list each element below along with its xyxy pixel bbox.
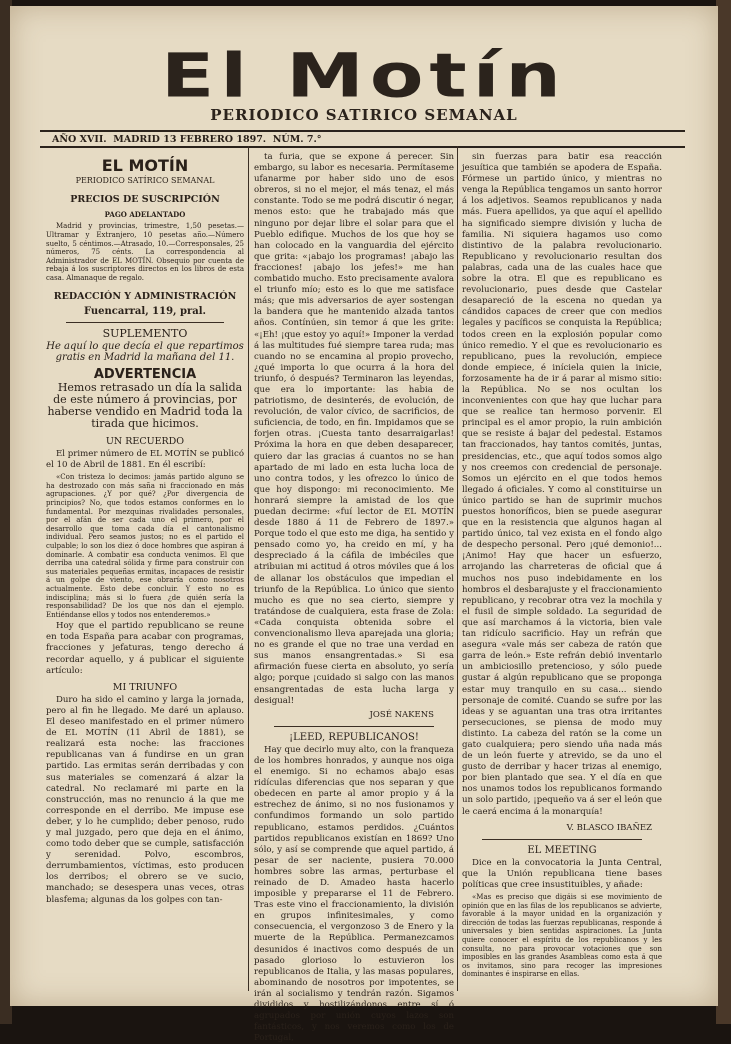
newspaper-page	[10, 6, 718, 1044]
dateline	[52, 134, 322, 145]
masthead-subtitle: PERIODICO SATIRICO SEMANAL	[210, 106, 518, 124]
recuerdo-quote: «Con tristeza lo decimos: jamás partido alguno se ha destrozado con más saña ni fraccionado en más agrupaciones. ¿Y por qué? ¿Por divergencia de principios? No, que todos estamos conformes en lo fundamental. Por mezquinas rivalidades personales, por el afán de ser cada uno el primero, por el desarrollo que toma cada día el cantonalismo individual. Pero seamos justos; no es el partido el culpable; lo son los diez ó doce hombres que aspiran á dominarle. A combatir esa conducta venimos. El que derriba una catedral sólida y firme para construir con sus materiales pequeñas ermitas, incapaces de resistir á un golpe de viento, ese obraría como nosotros actualmente. Esto debe concluir. Y esto no es indisciplina; más si lo fuera ¿de quién sería la responsabilidad? De los que nos dan el ejemplo. Entiéndanse ellos y todos nos entenderemos.»	[46, 473, 244, 619]
page-edge	[716, 0, 731, 1024]
dateline-date: MADRID 13 FEBRERO 1897.	[113, 134, 267, 145]
divider	[274, 726, 434, 727]
signature-blasco: V. BLASCO IBAÑEZ	[566, 822, 652, 833]
admin-title: REDACCIÓN Y ADMINISTRACIÓN	[53, 290, 237, 302]
column-rule	[248, 146, 249, 991]
supplement-text: He aquí lo que decía el que repartimos gratis en Madrid la mañana del 11.	[46, 340, 244, 363]
supplement-heading: SUPLEMENTO	[102, 326, 188, 340]
divider	[482, 839, 642, 840]
column-1	[46, 152, 244, 992]
dateline-number: NÚM. 7.°	[272, 134, 322, 145]
article-text: sin fuerzas para batir esa reacción jesuítica que también se apodera de España. Fórmese un partido único, y mientras no venga la República tengamos un santo horror á los adjetivos. Seamos republicanos y nada más. Fuera apellidos, ya que aquí el apellido ha significado siempre división y lucha de familia. Ni siquiera hagamos uso como distintivo de la palabra revolucionario. Republicano y revolucionario resultan dos palabras, cada una de las cuales hace que sobre la otra. El que es republicano es revolucionario, pues desde que Castelar desapareció de la escena no quedan ya cándidos capaces de creer que con medios legales y pacíficos se conquista la República; todos creen en la explosión popular como único remedio. Y el que es revolucionario es republicano, pues la revolución, empiece donde empiece, é iníciela quien la inicie, forzosamente ha de ir á parar al mismo sitio: la República. No se nos ocultan los inconvenientes con que hay que luchar para que se realice tan hermoso porvenir. El principal es el amor propio, la ruin ambición que se resiste á bajar del pedestal. Estamos tan fraccionados, hay tantos comités, juntas, presidencias, etc., que aquí todos somos algo y nos creemos con credencial de personaje. Somos un ejército en el que todos hemos llegado á oficiales. Y como al constituirse un único partido se han de suprimir muchos puestos honoríficos, bien se puede asegurar que en la resistencia que algunos hagan al partido único, tal vez exista en el fondo algo de despecho personal. Pero ¡qué demonio!... ¡Animo! Hay que hacer un esfuerzo, arrojando las charreteras de oficial que á muchos nos puso indebidamente en los hombros el desbarajuste y el fraccionamiento republicano, y recobrar otra vez la mochila y el fusil de simple soldado. La seguridad de que así marchamos á la victoria, bien vale tan ridículo sacrificio. Hay un refrán que asegura «vale más ser cabeza de ratón que garra de león.» Este refrán debió inventarlo un ambiciosillo pretencioso, y sólo puede gustar á algún republicano que se proponga estar muy tranquilo en su casa... siendo personaje de comité. Cuando se sufre por las ideas y se aguantan una tras otra irritantes persecuciones, se piensa de modo muy distinto. La cabeza del ratón se la come un gato cualquiera; pero siendo uña nada más de un león fuerte y atrevido, se da uno el gusto de derribar y hacer trizas al enemigo, por bien plantado que sea. Y el día en que nos unamos todos los republicanos formando un solo partido, ¡pequeño va á ser el león que le caerá encima á la monarquía!	[462, 152, 662, 817]
article-text: ta furia, que se expone á perecer. Sin embargo, su labor es necesaria. Permítaseme ufanarme por haber sido uno de esos obreros, si no el mejor, el más tenaz, el más constante. Todo se me podrá discutir ó negar, menos esto: que he trabajado más que ninguno por dejar libre el solar para que el Pueblo edifique. Muchos de los que hoy se han colocado en la vanguardia del ejército que grita: «¡abajo los programas! ¡abajo las fracciones! ¡abajo los jefes!» me han combatido mucho. Esto precisamente avalora el triunfo mío; esto es lo que me satisface más; que mis adversarios de ayer sostengan la bandera que he mantenido alzada tantos años. Contínúen, sin temor á que les grite: «¡Eh! ¡que estoy yo aquí!» Imponer la verdad á las multitudes fué siempre tarea ruda; mas cuando no se encamina al propio provecho, ¿qué importa lo que ocurra á la hora del triunfo, ó después? Terminaron las leyendas, que era lo importante: las habia de patriotismo, de desinterés, de evolución, de revolución, de valor cívico, de sacrificios, de suficiencia, de todo, en fin. Impidamos que se forjen otras. ¡Cuesta tanto desarraigarlas! Próxima la hora en que deben desaparecer, quiero dar las gracias á cuantos no se han apartado de mi lado en esta lucha loca de uno contra todos, y les ofrezco lo único de que hoy dispongo: mi reconocimiento. Me honrará siempre la amistad de los que puedan decirme: «fuí lector de EL MOTÍN desde 1880 á 11 de Febrero de 1897.» Porque todo el que esto me diga, ha sentido y pensado como yo, ha creido en mí, y ha despreciado á la cáfila de imbéciles que atribuian mi actitud á otros móviles que á los de allanar los obstáculos que impedian el triunfo de la República. Lo único que siento mucho es que no sea cierto, siempre y tratándose de cualquiera, esta frase de Zola: «Cada conquista obtenida sobre el convencionalismo lleva aparejada una gloria; no es grande el que no trae una verdad en sus manos ensangrentadas.» Si esa afirmación fuese cierta en absoluto, yo sería algo; porque ¡cuidado si salgo con las manos ensangrentadas de esta lucha larga y desigual!	[254, 152, 454, 706]
divider	[66, 322, 224, 323]
box-subtitle: PERIODICO SATÍRICO SEMANAL	[75, 176, 215, 186]
masthead-title: El Motín	[161, 40, 567, 112]
dateline-rule	[40, 146, 685, 148]
meeting-quote: «Mas es preciso que digáis si ese movimiento de opinión que en las filas de los republicanos se advierte, favorable á la mayor unidad en la organización y dirección de todas las fuerzas republicanas, responde á universales y bien sentidas aspiraciones. La Junta quiere conocer el espíritu de los republicanos y les consulta, no para provocar votaciones que son imposibles en las grandes Asambleas como esta á que os invitamos, sino para recoger las impresiones dominantes é inspirarse en ellas.	[462, 893, 662, 979]
advertencia-heading: ADVERTENCIA	[93, 366, 197, 382]
leed-heading: ¡LEED, REPUBLICANOS!	[289, 731, 419, 743]
advertencia-text: Hemos retrasado un día la salida de este número á provincias, por haberse vendido en Madrid toda la tirada que hicimos.	[47, 380, 243, 430]
signature-nakens: JOSÉ NAKENS	[369, 709, 434, 720]
admin-address: Fuencarral, 119, pral.	[83, 305, 207, 317]
column-2	[254, 152, 454, 1044]
leed-text: Hay que decirlo muy alto, con la franqueza de los hombres honrados, y aunque nos oiga el enemigo. Si no echamos abajo esas ridículas diferencias que nos separan y que obedecen en parte al amor propio y á la estrechez de ánimo, si no nos fusionamos y confundimos formando un solo partido republicano, estamos perdidos. ¿Cuántos partidos republicanos existían en 1869? Uno sólo, y así se comprende que aquel partido, á pesar de ser naciente, pusiera 70.000 hombres sobre las armas, perturbase el reinado de D. Amadeo hasta hacerlo imposible y prepararse el 11 de Febrero. Tras este vino el fraccionamiento, la división en grupos infinitesimales, y como consecuencia, el vergonzoso 3 de Enero y la muerte de la República. Permanezcamos desunidos é inactivos como después de un pasado glorioso lo estuvieron los republicanos de Italia, y las masas populares, abominando de nosotros por impotentes, se irán al socialismo y tendrán razón. Sigamos divididos y hostilizándonos entre sí ó agrupados por unión cuyos lazos son fantásticos, y nos veremos como los de Portugal,	[254, 744, 454, 1044]
prices-subtitle: PAGO ADELANTADO	[104, 210, 186, 220]
top-rule	[40, 130, 685, 132]
prices-text: Madrid y provincias, trimestre, 1,50 pesetas.—Ultramar y Extranjero, 10 pesetas año.—Número suelto, 5 céntimos.—Atrasado, 10.—Corresponsales, 25 números, 75 cénts. La correspondencia al Administrador de EL MOTÍN. Obsequio por cuenta de rebaja á los suscriptores directos en los libros de esta casa. Almanaque de regalo.	[46, 222, 244, 282]
dateline-year: AÑO XVII.	[52, 134, 107, 145]
box-title: EL MOTÍN	[101, 156, 189, 175]
prices-title: PRECIOS DE SUSCRIPCIÓN	[70, 194, 220, 206]
recuerdo-paragraph-2: Hoy que el partido republicano se reune en toda España para acabar con programas, fracciones y jefaturas, tengo derecho á recordar aquello, y á publicar el siguiente artículo:	[46, 621, 244, 676]
meeting-paragraph: Dice en la convocatoria la Junta Central, que la Unión republicana tiene bases políticas que cree insustituibles, y añade:	[462, 857, 662, 890]
recuerdo-heading: UN RECUERDO	[105, 435, 185, 447]
triunfo-text: Duro ha sido el camino y larga la jornada, pero al fin he llegado. Me daré un aplauso. El deseo manifestado en el primer número de EL MOTÍN (11 Abril de 1881), se realizará esta noche: las fracciones republicanas van á fundirse en un gran partido. Las ermitas serán derribadas y con sus materiales se comenzará á alzar la catedral. No reclamaré mi parte en la construcción, mas no renuncio á la que me corresponde en el derribo. Me impuse ese deber, y lo he cumplido; deber penoso, rudo y mal juzgado, pero que deja en el ánimo, como todo deber que se cumple, satisfacción y serenidad. Polvo, escombros, derrumbamientos, víctimas, esto producen los derribos; el obrero se ve sucio, manchado; se desespera unas veces, otras blasfema; algunas da los golpes con tan-	[46, 694, 244, 905]
meeting-heading: EL MEETING	[527, 844, 597, 856]
triunfo-heading: MI TRIUNFO	[112, 681, 178, 693]
recuerdo-paragraph: El primer número de EL MOTÍN se publicó el 10 de Abril de 1881. En él escribí:	[46, 449, 245, 471]
column-3	[462, 152, 662, 992]
column-rule	[457, 146, 458, 991]
